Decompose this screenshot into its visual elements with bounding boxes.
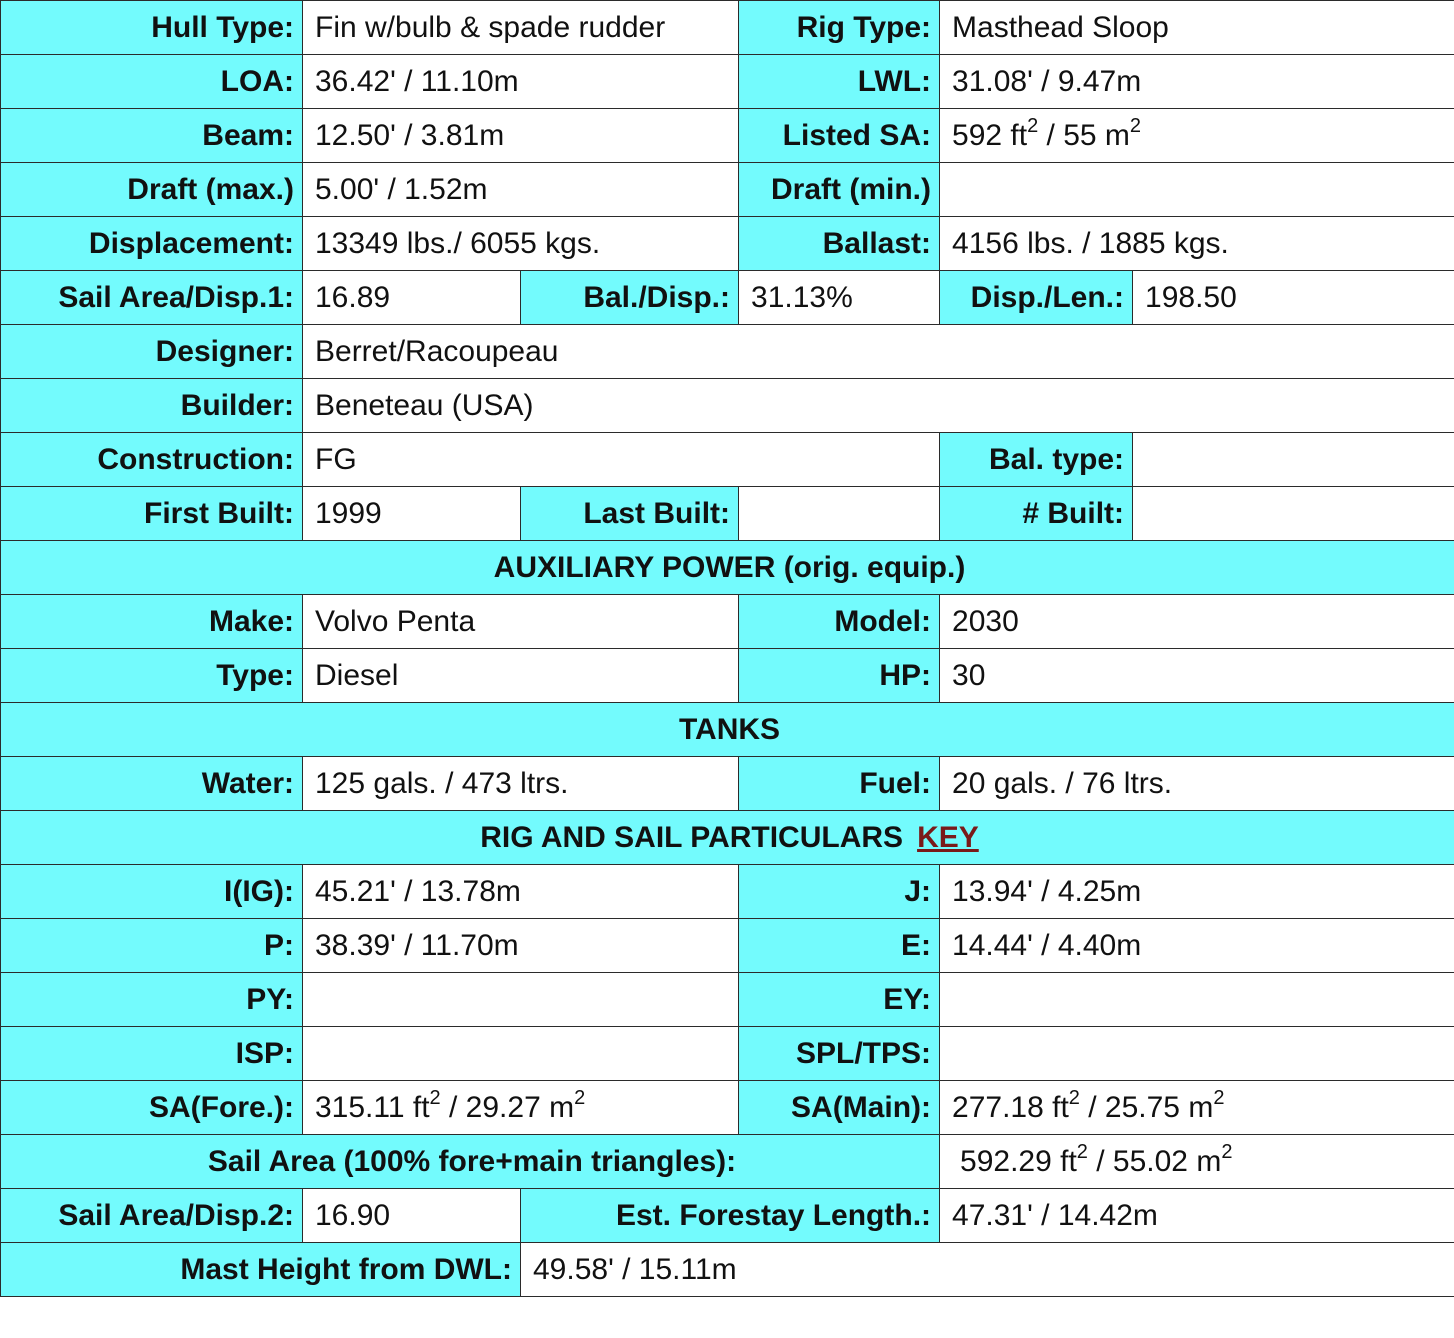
row-i-j (1, 865, 1454, 919)
sa-fore-label: SA(Fore.): (1, 1081, 303, 1135)
sa-fore-m: / 29.27 m (440, 1090, 575, 1124)
make-value: Volvo Penta (303, 595, 739, 649)
row-water-fuel (1, 757, 1454, 811)
sa-total-label: Sail Area (100% fore+main triangles): (1, 1135, 940, 1189)
forestay-value: 47.31' / 14.42m (940, 1189, 1454, 1243)
sup: 2 (429, 1086, 441, 1109)
first-built-label: First Built: (1, 487, 303, 541)
sa-total-m: / 55.02 m (1087, 1144, 1222, 1178)
sup: 2 (1221, 1140, 1233, 1163)
row-p-e (1, 919, 1454, 973)
last-built-value (739, 487, 940, 541)
row-construction (1, 433, 1454, 487)
key-link[interactable]: KEY (917, 820, 979, 854)
sa-disp1-value: 16.89 (303, 271, 521, 325)
row-draft (1, 163, 1454, 217)
draft-min-label: Draft (min.) (739, 163, 940, 217)
num-built-value (1133, 487, 1454, 541)
row-built (1, 487, 1454, 541)
displacement-value: 13349 lbs./ 6055 kgs. (303, 217, 739, 271)
sup: 2 (1213, 1086, 1225, 1109)
bal-disp-value: 31.13% (739, 271, 940, 325)
isp-label: ISP: (1, 1027, 303, 1081)
hull-type-value: Fin w/bulb & spade rudder (303, 1, 739, 55)
row-beam-sa (1, 109, 1454, 163)
row-aux-header (1, 541, 1454, 595)
construction-value: FG (303, 433, 940, 487)
hp-label: HP: (739, 649, 940, 703)
listed-sa-label: Listed SA: (739, 109, 940, 163)
row-py-ey (1, 973, 1454, 1027)
aux-power-header: AUXILIARY POWER (orig. equip.) (1, 541, 1454, 595)
bal-type-value (1133, 433, 1454, 487)
hp-value: 30 (940, 649, 1454, 703)
sup: 2 (574, 1086, 586, 1109)
last-built-label: Last Built: (521, 487, 739, 541)
designer-value: Berret/Racoupeau (303, 325, 1454, 379)
num-built-label: # Built: (940, 487, 1133, 541)
sup: 2 (1068, 1086, 1080, 1109)
ey-label: EY: (739, 973, 940, 1027)
model-value: 2030 (940, 595, 1454, 649)
bal-disp-label: Bal./Disp.: (521, 271, 739, 325)
row-isp-spl (1, 1027, 1454, 1081)
rig-sail-header (1, 811, 1454, 865)
sa-main-value (940, 1081, 1454, 1135)
row-designer (1, 325, 1454, 379)
sa-main-ft: 277.18 ft (952, 1090, 1069, 1124)
listed-sa-value (940, 109, 1454, 163)
beam-value: 12.50' / 3.81m (303, 109, 739, 163)
row-mast-height (1, 1243, 1454, 1297)
e-label: E: (739, 919, 940, 973)
row-tanks-header (1, 703, 1454, 757)
row-sa-fore-main (1, 1081, 1454, 1135)
row-make-model (1, 595, 1454, 649)
mast-height-label: Mast Height from DWL: (1, 1243, 521, 1297)
mast-height-value: 49.58' / 15.11m (521, 1243, 1454, 1297)
displacement-label: Displacement: (1, 217, 303, 271)
disp-len-label: Disp./Len.: (940, 271, 1133, 325)
p-label: P: (1, 919, 303, 973)
row-loa-lwl (1, 55, 1454, 109)
row-type-hp (1, 649, 1454, 703)
sup: 2 (1076, 1140, 1088, 1163)
sup: 2 (1129, 114, 1142, 137)
draft-max-value: 5.00' / 1.52m (303, 163, 739, 217)
sa-total-ft: 592.29 ft (960, 1144, 1077, 1178)
sup: 2 (1027, 114, 1039, 137)
disp-len-value: 198.50 (1133, 271, 1454, 325)
row-sa-disp2 (1, 1189, 1454, 1243)
e-value: 14.44' / 4.40m (940, 919, 1454, 973)
ballast-label: Ballast: (739, 217, 940, 271)
builder-label: Builder: (1, 379, 303, 433)
row-hull-rig (1, 1, 1454, 55)
j-value: 13.94' / 4.25m (940, 865, 1454, 919)
row-rig-header (1, 811, 1454, 865)
listed-sa-m: / 55 m (1038, 118, 1130, 152)
fuel-label: Fuel: (739, 757, 940, 811)
sa-disp2-label: Sail Area/Disp.2: (1, 1189, 303, 1243)
first-built-value: 1999 (303, 487, 521, 541)
lwl-label: LWL: (739, 55, 940, 109)
sa-disp1-label: Sail Area/Disp.1: (1, 271, 303, 325)
tanks-header: TANKS (1, 703, 1454, 757)
row-builder (1, 379, 1454, 433)
loa-label: LOA: (1, 55, 303, 109)
water-label: Water: (1, 757, 303, 811)
model-label: Model: (739, 595, 940, 649)
sa-total-value (940, 1135, 1454, 1189)
designer-label: Designer: (1, 325, 303, 379)
ballast-value: 4156 lbs. / 1885 kgs. (940, 217, 1454, 271)
engine-type-label: Type: (1, 649, 303, 703)
p-value: 38.39' / 11.70m (303, 919, 739, 973)
hull-type-label: Hull Type: (1, 1, 303, 55)
rig-sail-header-text: RIG AND SAIL PARTICULARS (480, 820, 904, 854)
row-ratios (1, 271, 1454, 325)
forestay-label: Est. Forestay Length.: (521, 1189, 940, 1243)
bal-type-label: Bal. type: (940, 433, 1133, 487)
spl-tps-value (940, 1027, 1454, 1081)
engine-type-value: Diesel (303, 649, 739, 703)
fuel-value: 20 gals. / 76 ltrs. (940, 757, 1454, 811)
i-value: 45.21' / 13.78m (303, 865, 739, 919)
i-label: I(IG): (1, 865, 303, 919)
make-label: Make: (1, 595, 303, 649)
sa-disp2-value: 16.90 (303, 1189, 521, 1243)
sa-main-label: SA(Main): (739, 1081, 940, 1135)
sa-main-m: / 25.75 m (1079, 1090, 1214, 1124)
loa-value: 36.42' / 11.10m (303, 55, 739, 109)
rig-type-value: Masthead Sloop (940, 1, 1454, 55)
builder-value: Beneteau (USA) (303, 379, 1454, 433)
row-displacement (1, 217, 1454, 271)
sa-fore-ft: 315.11 ft (315, 1090, 430, 1124)
beam-label: Beam: (1, 109, 303, 163)
lwl-value: 31.08' / 9.47m (940, 55, 1454, 109)
rig-type-label: Rig Type: (739, 1, 940, 55)
j-label: J: (739, 865, 940, 919)
listed-sa-ft: 592 ft (952, 118, 1028, 152)
draft-max-label: Draft (max.) (1, 163, 303, 217)
py-value (303, 973, 739, 1027)
draft-min-value (940, 163, 1454, 217)
isp-value (303, 1027, 739, 1081)
row-sa-total (1, 1135, 1454, 1189)
py-label: PY: (1, 973, 303, 1027)
construction-label: Construction: (1, 433, 303, 487)
sa-fore-value (303, 1081, 739, 1135)
spl-tps-label: SPL/TPS: (739, 1027, 940, 1081)
ey-value (940, 973, 1454, 1027)
water-value: 125 gals. / 473 ltrs. (303, 757, 739, 811)
